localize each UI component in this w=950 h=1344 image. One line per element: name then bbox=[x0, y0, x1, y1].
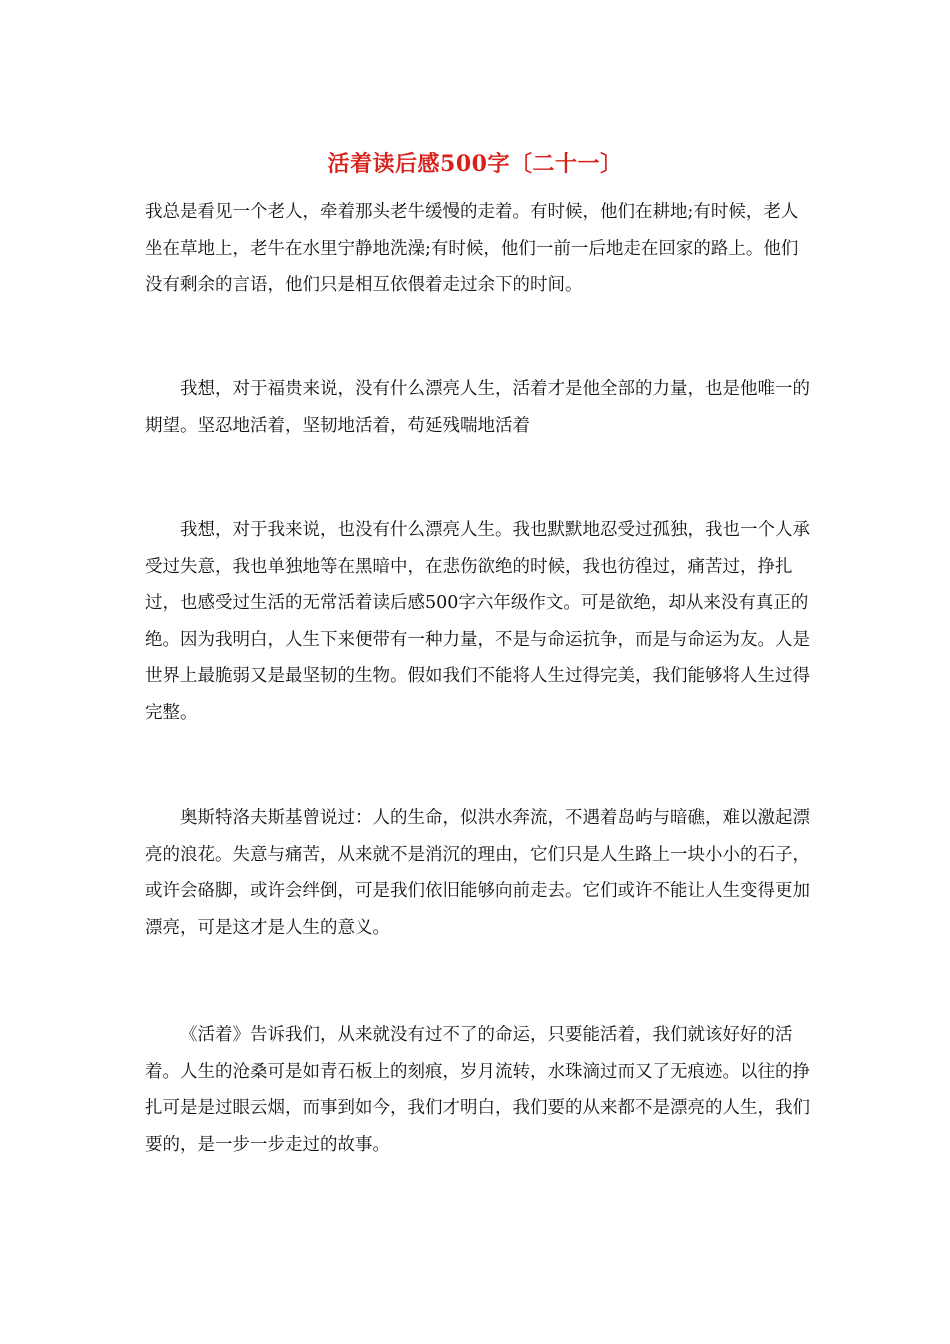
document-title: 活着读后感500字〔二十一〕 bbox=[327, 151, 623, 177]
paragraph-2: 我想，对于福贵来说，没有什么漂亮人生，活着才是他全部的力量，也是他唯一的期望。坚忍地活着，坚韧地活着，苟延残喘地活着 bbox=[145, 379, 810, 436]
paragraph-1: 我总是看见一个老人，牵着那头老牛缓慢的走着。有时候，他们在耕地;有时候，老人坐在草地上，老牛在水里宁静地洗澡;有时候，他们一前一后地走在回家的路上。他们没有剩余的言语，他们只是相互依偎着走过余下的时间。 bbox=[145, 202, 799, 295]
paragraph-3: 我想，对于我来说，也没有什么漂亮人生。我也默默地忍受过孤独，我也一个人承受过失意，我也单独地等在黑暗中，在悲伤欲绝的时候，我也彷徨过，痛苦过，挣扎过，也感受过生活的无常活着读后感500字六年级作文。可是欲绝，却从来没有真正的绝。因为我明白，人生下来便带有一种力量，不是与命运抗争，而是与命运为友。人是世界上最脆弱又是最坚韧的生物。假如我们不能将人生过得完美，我们能够将人生过得完整。 bbox=[145, 520, 810, 723]
paragraph-5: 《活着》告诉我们，从来就没有过不了的命运，只要能活着，我们就该好好的活着。人生的沧桑可是如青石板上的刻痕，岁月流转，水珠滴过而又了无痕迹。以往的挣扎可是是过眼云烟，而事到如今，我们才明白，我们要的从来都不是漂亮的人生，我们要的，是一步一步走过的故事。 bbox=[145, 1025, 810, 1155]
paragraph-4: 奥斯特洛夫斯基曾说过：人的生命，似洪水奔流，不遇着岛屿与暗礁，难以激起漂亮的浪花。失意与痛苦，从来就不是消沉的理由，它们只是人生路上一块小小的石子，或许会硌脚，或许会绊倒，可是我们依旧能够向前走去。它们或许不能让人生变得更加漂亮，可是这才是人生的意义。 bbox=[145, 808, 810, 938]
